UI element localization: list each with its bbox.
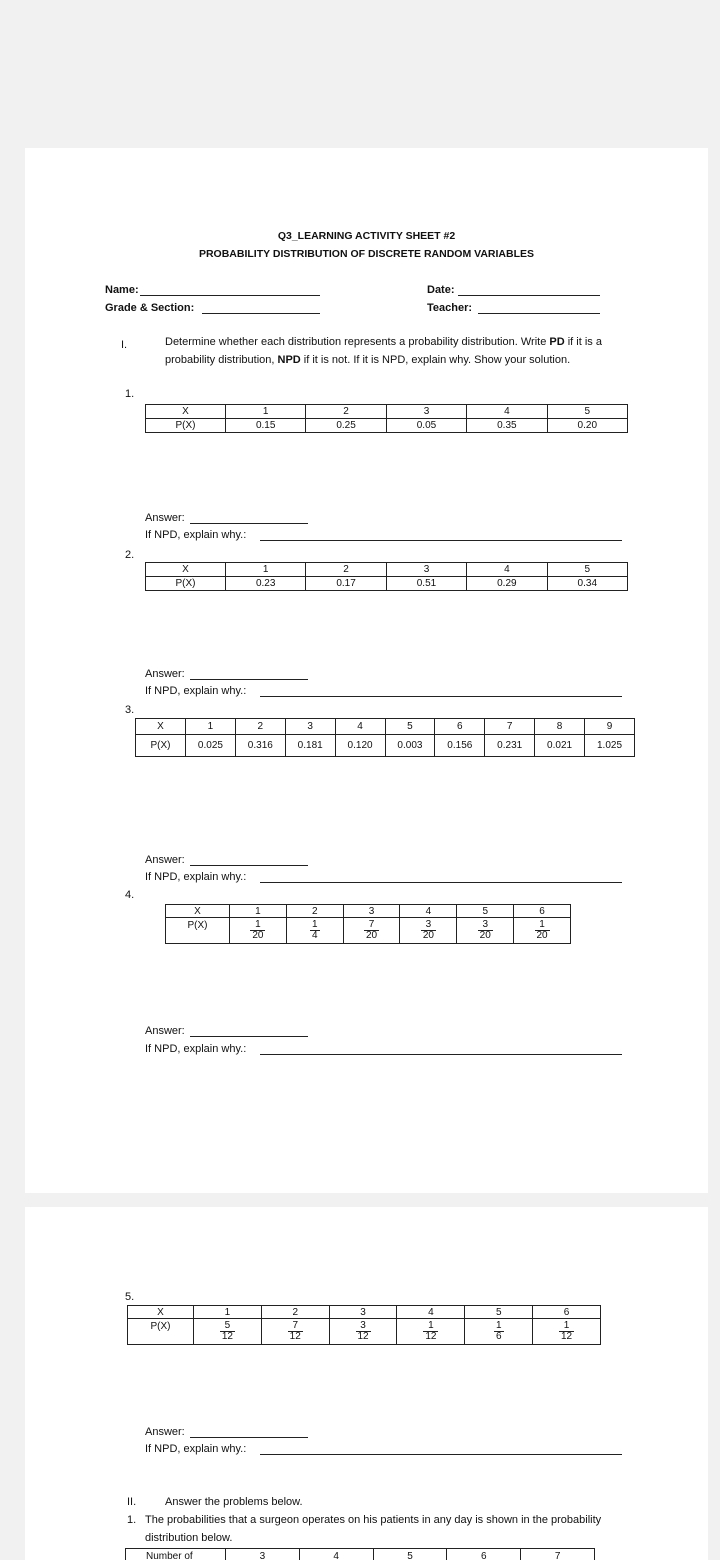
grade-section-blank[interactable] <box>202 313 320 314</box>
p-header: P(X) <box>146 419 226 433</box>
x-cell: 1 <box>230 905 287 918</box>
x-cell: 5 <box>457 905 514 918</box>
answer-blank[interactable] <box>190 1036 308 1037</box>
value-cell: 4 <box>299 1549 373 1560</box>
fraction: $\frac{3}{12}$ <box>357 1320 369 1342</box>
x-cell: 6 <box>435 719 485 735</box>
value-cell: 6 <box>447 1549 521 1560</box>
x-cell: 2 <box>261 1306 329 1319</box>
item-number: 2. <box>125 549 135 561</box>
p-cell: 0.17 <box>306 577 386 591</box>
p-cell <box>329 1319 397 1345</box>
p-cell: 0.29 <box>467 577 547 591</box>
teacher-blank[interactable] <box>478 313 600 314</box>
p-cell: 0.156 <box>435 735 485 757</box>
x-cell: 3 <box>329 1306 397 1319</box>
answer-blank[interactable] <box>190 1437 308 1438</box>
x-header: X <box>166 905 230 918</box>
p-cell: 0.05 <box>386 419 466 433</box>
worksheet-page-1 <box>25 148 708 1193</box>
p-cell: 0.231 <box>485 735 535 757</box>
answer-label: Answer: <box>145 1025 185 1037</box>
p-cell <box>194 1319 262 1345</box>
row-header: Number of <box>126 1549 226 1560</box>
p-cell <box>343 918 400 944</box>
p-cell <box>400 918 457 944</box>
part1-instruction: Determine whether each distribution represents a probability distribution. Write PD if it is a probability distribution, NPD if it is not. If it is NPD, explain why. Show your solution. <box>165 336 602 366</box>
worksheet-page-2 <box>25 1207 708 1560</box>
x-cell: 5 <box>547 405 627 419</box>
item-number: 3. <box>125 704 135 716</box>
p-cell: 0.021 <box>535 735 585 757</box>
problem-text: The probabilities that a surgeon operates on his patients in any day is shown in the probability distribution below. <box>145 1514 602 1544</box>
x-row <box>128 1306 601 1319</box>
distribution-table-4 <box>165 904 571 944</box>
p-row <box>146 419 628 433</box>
part2-heading: Answer the problems below. <box>165 1496 303 1508</box>
p-row <box>136 735 635 757</box>
explain-blank[interactable] <box>260 1054 622 1055</box>
p-cell: 0.181 <box>285 735 335 757</box>
x-cell: 2 <box>235 719 285 735</box>
x-cell: 4 <box>400 905 457 918</box>
x-header: X <box>146 563 226 577</box>
name-blank[interactable] <box>140 295 320 296</box>
worksheet-title: Q3_LEARNING ACTIVITY SHEET #2 <box>277 230 456 242</box>
name-label: Name: <box>105 284 139 296</box>
x-cell: 7 <box>485 719 535 735</box>
fraction: $\frac{3}{20}$ <box>479 919 491 941</box>
distribution-table-3 <box>135 718 635 757</box>
answer-blank[interactable] <box>190 865 308 866</box>
p-cell: 0.003 <box>385 735 435 757</box>
p-cell: 0.25 <box>306 419 386 433</box>
fraction: $\frac{5}{12}$ <box>221 1320 233 1342</box>
part1-numeral: I. <box>121 339 128 351</box>
p-cell: 0.34 <box>547 577 627 591</box>
fraction: $\frac{1}{12}$ <box>561 1320 573 1342</box>
fraction: $\frac{3}{20}$ <box>422 919 434 941</box>
problem-number: 1. <box>127 1514 137 1526</box>
p-cell: 0.15 <box>226 419 306 433</box>
date-blank[interactable] <box>458 295 600 296</box>
p-cell <box>397 1319 465 1345</box>
p-cell: 1.025 <box>585 735 635 757</box>
x-cell: 3 <box>343 905 400 918</box>
item-number: 1. <box>125 388 135 400</box>
x-row <box>146 563 628 577</box>
p-cell <box>230 918 287 944</box>
answer-label: Answer: <box>145 512 185 524</box>
x-row <box>166 905 571 918</box>
x-row <box>146 405 628 419</box>
p-header: P(X) <box>166 918 230 944</box>
x-header: X <box>136 719 186 735</box>
p-header: P(X) <box>146 577 226 591</box>
x-cell: 1 <box>226 405 306 419</box>
fraction: $\frac{1}{12}$ <box>425 1320 437 1342</box>
fraction: $\frac{1}{20}$ <box>536 919 548 941</box>
x-cell: 1 <box>186 719 236 735</box>
fraction: $\frac{1}{4}$ <box>311 919 318 941</box>
x-cell: 6 <box>514 905 571 918</box>
p-cell: 0.23 <box>226 577 306 591</box>
item-number: 5. <box>125 1291 135 1303</box>
x-cell: 1 <box>194 1306 262 1319</box>
distribution-table-5 <box>127 1305 601 1345</box>
p-cell <box>261 1319 329 1345</box>
value-cell: 3 <box>226 1549 300 1560</box>
p-cell <box>286 918 343 944</box>
x-cell: 5 <box>385 719 435 735</box>
p-cell <box>533 1319 601 1345</box>
p-cell: 0.025 <box>186 735 236 757</box>
p-row <box>128 1319 601 1345</box>
explain-blank[interactable] <box>260 882 622 883</box>
grade-section-label: Grade & Section: <box>105 302 195 314</box>
x-cell: 4 <box>335 719 385 735</box>
x-header: X <box>128 1306 194 1319</box>
surgeon-distribution-table <box>125 1548 595 1560</box>
answer-blank[interactable] <box>190 679 308 680</box>
answer-label: Answer: <box>145 1426 185 1438</box>
x-cell: 2 <box>306 405 386 419</box>
worksheet-subtitle: PROBABILITY DISTRIBUTION OF DISCRETE RANDOM VARIABLES <box>198 248 535 260</box>
explain-blank[interactable] <box>260 696 622 697</box>
x-cell: 9 <box>585 719 635 735</box>
p-row <box>146 577 628 591</box>
explain-label: If NPD, explain why.: <box>145 1043 247 1055</box>
x-cell: 5 <box>547 563 627 577</box>
fraction: $\frac{1}{20}$ <box>252 919 264 941</box>
x-cell: 4 <box>397 1306 465 1319</box>
x-cell: 4 <box>467 405 547 419</box>
explain-label: If NPD, explain why.: <box>145 1443 247 1455</box>
x-cell: 3 <box>386 563 466 577</box>
item-number: 4. <box>125 889 135 901</box>
p-cell: 0.120 <box>335 735 385 757</box>
fraction: $\frac{7}{20}$ <box>366 919 378 941</box>
p-cell <box>465 1319 533 1345</box>
x-row <box>136 719 635 735</box>
p-header: P(X) <box>136 735 186 757</box>
p-row <box>166 918 571 944</box>
x-cell: 5 <box>465 1306 533 1319</box>
part2-numeral: II. <box>127 1496 137 1508</box>
explain-blank[interactable] <box>260 540 622 541</box>
explain-label: If NPD, explain why.: <box>145 685 247 697</box>
fraction: $\frac{7}{12}$ <box>289 1320 301 1342</box>
answer-blank[interactable] <box>190 523 308 524</box>
teacher-label: Teacher: <box>427 302 473 314</box>
x-cell: 3 <box>285 719 335 735</box>
answer-label: Answer: <box>145 668 185 680</box>
p-cell: 0.20 <box>547 419 627 433</box>
number-row <box>126 1549 595 1560</box>
value-cell: 5 <box>373 1549 447 1560</box>
explain-blank[interactable] <box>260 1454 622 1455</box>
fraction: $\frac{1}{6}$ <box>495 1320 502 1342</box>
p-header: P(X) <box>128 1319 194 1345</box>
x-cell: 3 <box>386 405 466 419</box>
date-label: Date: <box>427 284 455 296</box>
p-cell <box>514 918 571 944</box>
explain-label: If NPD, explain why.: <box>145 529 247 541</box>
p-cell: 0.35 <box>467 419 547 433</box>
p-cell: 0.316 <box>235 735 285 757</box>
distribution-table-2 <box>145 562 628 591</box>
x-cell: 6 <box>533 1306 601 1319</box>
x-cell: 2 <box>306 563 386 577</box>
x-cell: 2 <box>286 905 343 918</box>
distribution-table-1 <box>145 404 628 433</box>
value-cell: 7 <box>521 1549 595 1560</box>
p-cell <box>457 918 514 944</box>
p-cell: 0.51 <box>386 577 466 591</box>
x-cell: 4 <box>467 563 547 577</box>
x-cell: 1 <box>226 563 306 577</box>
x-cell: 8 <box>535 719 585 735</box>
answer-label: Answer: <box>145 854 185 866</box>
x-header: X <box>146 405 226 419</box>
explain-label: If NPD, explain why.: <box>145 871 247 883</box>
